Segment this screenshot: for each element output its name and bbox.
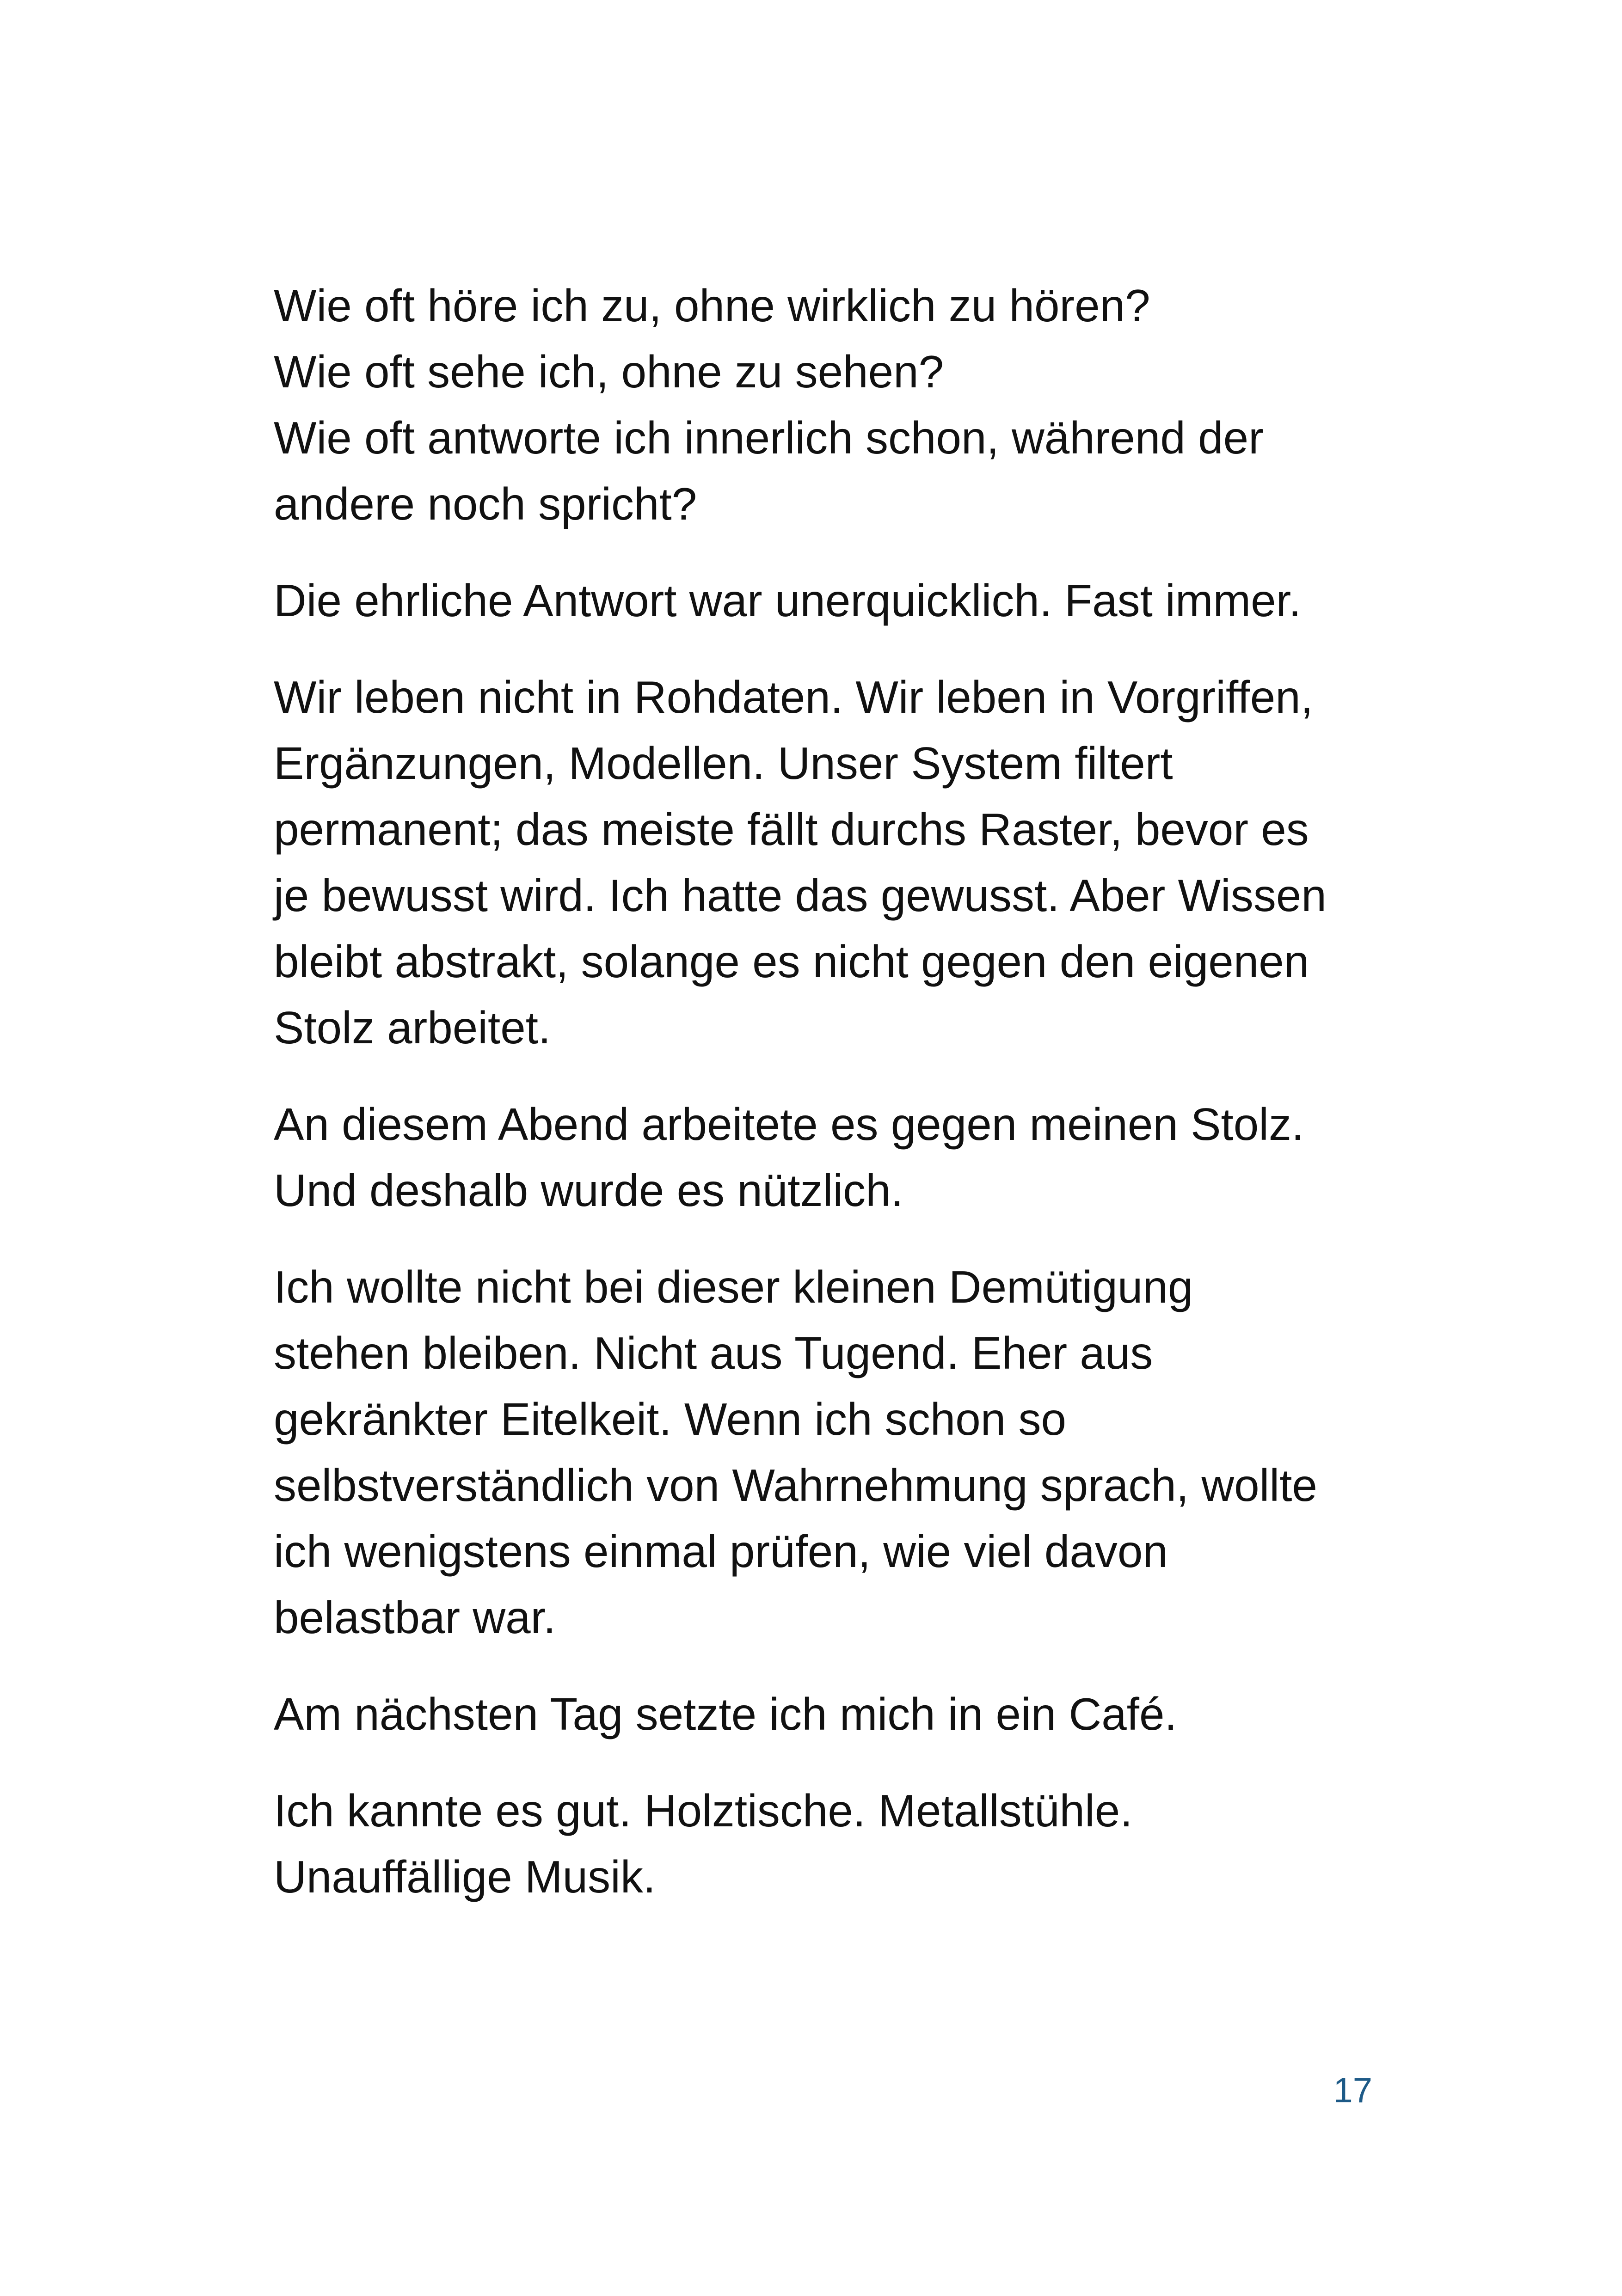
text-line: Stolz arbeitet. (274, 1002, 551, 1053)
text-line: Ich wollte nicht bei dieser kleinen Demütigung (274, 1261, 1193, 1312)
text-line: Und deshalb wurde es nützlich. (274, 1165, 903, 1216)
paragraph-3 (274, 664, 1439, 1061)
text-line: gekränkter Eitelkeit. Wenn ich schon so (274, 1394, 1067, 1445)
paragraph-1 (274, 273, 1439, 537)
text-line: Wie oft antworte ich innerlich schon, während der (274, 412, 1264, 463)
text-line: ich wenigstens einmal prüfen, wie viel davon (274, 1526, 1168, 1577)
page-number: 17 (1333, 2071, 1372, 2110)
paragraph-5 (274, 1254, 1439, 1651)
text-line: Wir leben nicht in Rohdaten. Wir leben in Vorgriffen, (274, 672, 1313, 722)
paragraph-4 (274, 1091, 1439, 1224)
text-line: je bewusst wird. Ich hatte das gewusst. Aber Wissen (274, 870, 1327, 921)
text-line: Wie oft sehe ich, ohne zu sehen? (274, 346, 944, 397)
text-line: Unauffällige Musik. (274, 1851, 656, 1902)
text-line: Ich kannte es gut. Holztische. Metallstühle. (274, 1785, 1133, 1836)
paragraph-7 (274, 1778, 1439, 1910)
text-line: andere noch spricht? (274, 478, 697, 529)
paragraph-2 (274, 568, 1439, 634)
text-line: Die ehrliche Antwort war unerquicklich. Fast immer. (274, 575, 1302, 626)
text-line: An diesem Abend arbeitete es gegen meinen Stolz. (274, 1099, 1304, 1150)
text-line: belastbar war. (274, 1592, 556, 1643)
text-line: stehen bleiben. Nicht aus Tugend. Eher aus (274, 1328, 1153, 1378)
text-line: selbstverständlich von Wahrnehmung sprach, wollte (274, 1460, 1317, 1511)
body-text (274, 273, 1439, 1941)
text-line: Am nächsten Tag setzte ich mich in ein Café. (274, 1689, 1177, 1739)
text-line: permanent; das meiste fällt durchs Raster, bevor es (274, 804, 1309, 855)
text-line: bleibt abstrakt, solange es nicht gegen den eigenen (274, 936, 1309, 987)
text-line: Wie oft höre ich zu, ohne wirklich zu hören? (274, 280, 1150, 331)
paragraph-6 (274, 1681, 1439, 1747)
text-line: Ergänzungen, Modellen. Unser System filtert (274, 738, 1173, 789)
